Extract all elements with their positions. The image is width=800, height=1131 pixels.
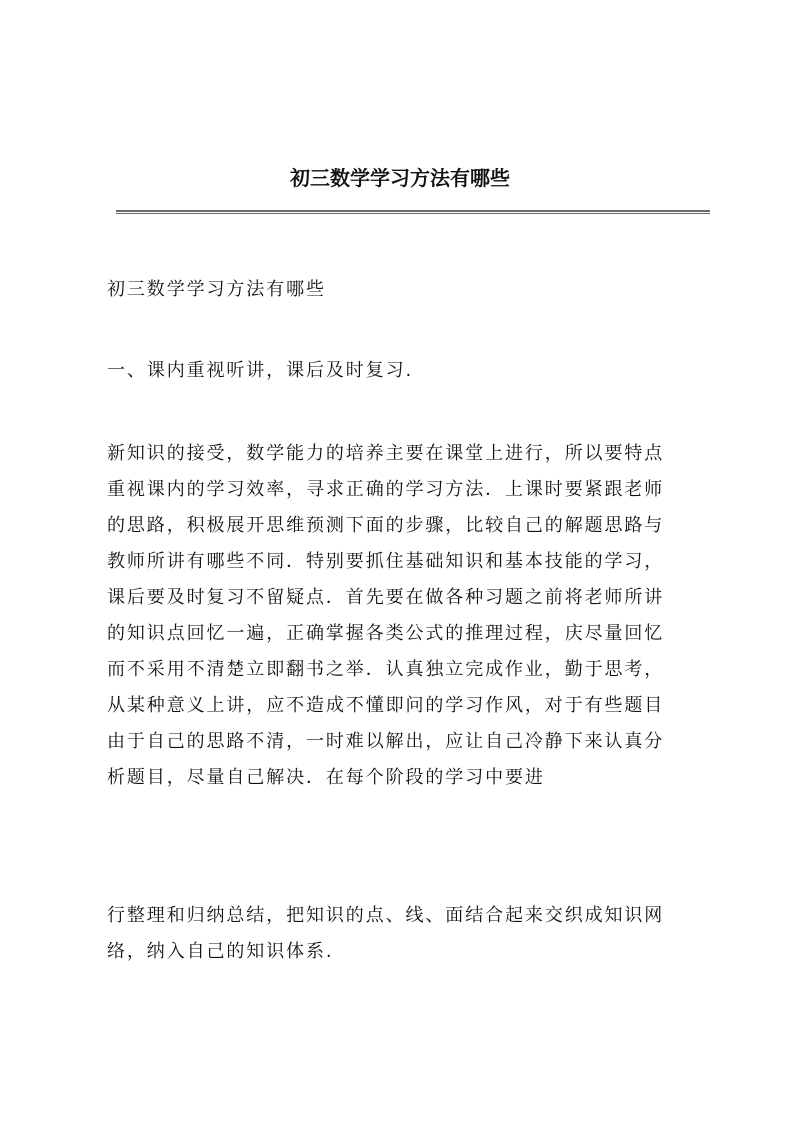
text-line: 析题目，尽量自己解决．在每个阶段的学习中要进 (107, 767, 545, 788)
page-title: 初三数学学习方法有哪些 (290, 166, 510, 190)
text-line: 从某种意义上讲，应不造成不懂即问的学习作风，对于有些题目 (107, 695, 665, 716)
text-line: 教师所讲有哪些不同．特别要抓住基础知识和基本技能的学习， (107, 551, 665, 572)
document-subtitle (107, 272, 707, 308)
text-line: 络，纳入自己的知识体系. (107, 941, 334, 962)
text-line: 一、课内重视听讲，课后及时复习. (107, 360, 414, 381)
text-line: 而不采用不清楚立即翻书之举．认真独立完成作业，勤于思考， (107, 659, 665, 680)
text-line: 的知识点回忆一遍，正确掌握各类公式的推理过程，庆尽量回忆 (107, 623, 665, 644)
section-heading (107, 353, 707, 389)
text-line: 课后要及时复习不留疑点．首先要在做各种习题之前将老师所讲 (107, 587, 665, 608)
text-line: 行整理和归纳总结，把知识的点、线、面结合起来交织成知识网 (107, 905, 665, 926)
text-line: 初三数学学习方法有哪些 (107, 279, 326, 300)
text-line: 的思路，积极展开思维预测下面的步骤，比较自己的解题思路与 (107, 515, 665, 536)
text-line: 新知识的接受，数学能力的培养主要在课堂上进行，所以要特点 (107, 443, 665, 464)
body-paragraph-1 (107, 436, 707, 796)
body-paragraph-2 (107, 898, 707, 970)
title-divider (116, 210, 710, 214)
text-line: 由于自己的思路不清，一时难以解出，应让自己冷静下来认真分 (107, 731, 665, 752)
text-line: 重视课内的学习效率，寻求正确的学习方法．上课时要紧跟老师 (107, 479, 665, 500)
